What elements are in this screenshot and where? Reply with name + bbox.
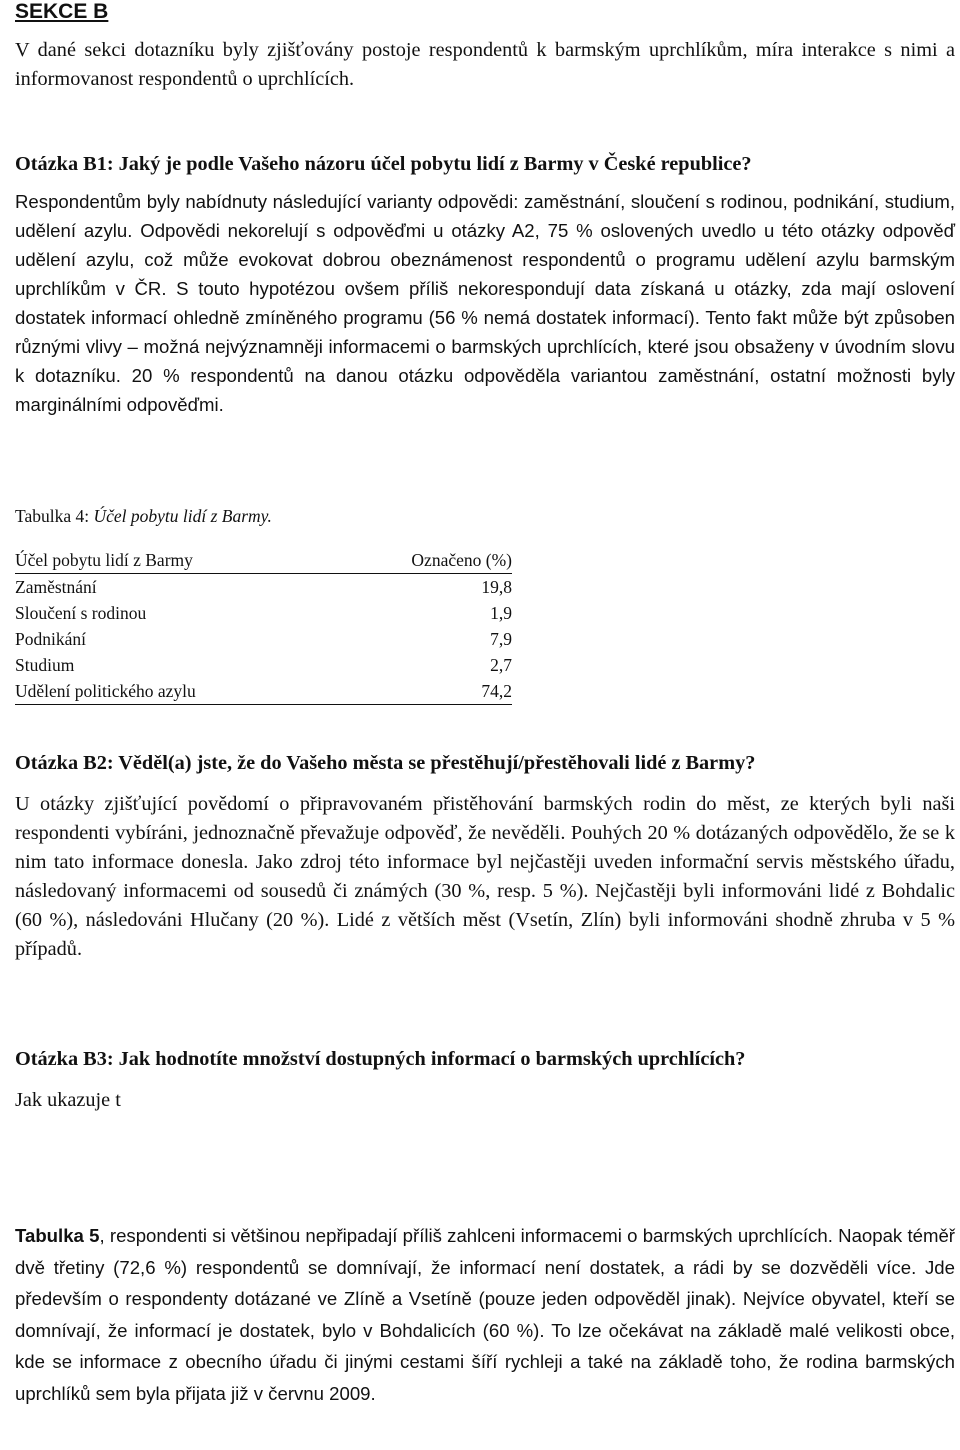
question-b2-heading: Otázka B2: Věděl(a) jste, že do Vašeho města se přestěhují/přestěhovali lidé z Barmy? — [15, 752, 756, 774]
table-4-caption — [15, 504, 272, 528]
question-b3-paragraph-text: , respondenti si většinou nepřipadají příliš zahlceni informacemi o barmských uprchlících. Naopak téměř dvě třetiny (72,6 %) respondentů se domnívají, že informací není dostatek, a rádi by se dozvěděli více. Jde především o respondenty dotázané ve Zlíně a Vsetíně (pouze jeden odpověděl jinak). Nejvíce obyvatel, kteří se domnívají, že informací je dostatek, bylo v Bohdalicích (60 %). To lze očekávat na základě malé velikosti obce, kde se informace z obecního úřadu či jinými cestami šíří rychleji a také na základě toho, že rodina barmských uprchlíků sem byla přijata již v červnu 2009. — [15, 1225, 955, 1404]
row-label: Udělení politického azylu — [15, 678, 334, 705]
intro-paragraph: V dané sekci dotazníku byly zjišťovány postoje respondentů k barmským uprchlíkům, míra interakce s nimi a informovanost respondentů o uprchlících. — [15, 39, 955, 90]
table-5-reference: Tabulka 5 — [15, 1225, 100, 1246]
table-4-caption-title: Účel pobytu lidí z Barmy. — [93, 506, 272, 526]
row-value: 2,7 — [490, 654, 512, 675]
row-value: 7,9 — [490, 628, 512, 649]
table-row — [15, 600, 512, 626]
table-header-row — [15, 547, 512, 574]
table-row — [15, 626, 512, 652]
question-b3-stub: Jak ukazuje t — [15, 1089, 121, 1111]
question-b3-paragraph — [15, 1220, 955, 1410]
row-label: Studium — [15, 654, 75, 675]
row-value: 19,8 — [481, 576, 512, 597]
column-header-purpose: Účel pobytu lidí z Barmy — [15, 547, 334, 574]
table-row — [15, 678, 512, 705]
table-row — [15, 652, 512, 678]
table-4 — [15, 547, 512, 705]
row-label: Zaměstnání — [15, 576, 97, 597]
row-value: 1,9 — [490, 602, 512, 623]
row-label: Sloučení s rodinou — [15, 602, 147, 623]
question-b3-heading: Otázka B3: Jak hodnotíte množství dostupných informací o barmských uprchlících? — [15, 1048, 746, 1070]
question-b1-paragraph: Respondentům byly nabídnuty následující varianty odpovědi: zaměstnání, sloučení s rodinou, podnikání, studium, udělení azylu. Odpovědi nekorelují s odpověďmi u otázky A2, 75 % oslovených uvedlo u této otázky odpověď udělení azylu, což může evokovat dobrou obeznámenost respondentů o programu udělení azylu barmským uprchlíkům v ČR. S touto hypotézou ovšem příliš nekorespondují data získaná u otázky, zda mají oslovení dostatek informací ohledně zmíněného programu (56 % nemá dostatek informací). Tento fakt může být způsoben různými vlivy – možná nejvýznamněji informacemi o barmských uprchlících, které jsou obsaženy v úvodním slovu k dotazníku. 20 % respondentů na danou otázku odpověděla variantou zaměstnání, ostatní možnosti byly marginálními odpověďmi. — [15, 191, 955, 415]
question-b1-heading: Otázka B1: Jaký je podle Vašeho názoru účel pobytu lidí z Barmy v České republice? — [15, 153, 752, 175]
table-row — [15, 574, 512, 601]
table-4-caption-label: Tabulka 4: — [15, 506, 94, 526]
section-title: SEKCE B — [15, 0, 109, 23]
question-b2-paragraph: U otázky zjišťující povědomí o připravovaném přistěhování barmských rodin do měst, ze kterých byli naši respondenti vybíráni, jednoznačně převažuje odpověď, že nevěděli. Pouhých 20 % dotázaných odpovědělo, že se k nim tato informace donesla. Jako zdroj této informace byl nejčastěji uveden informační servis městského úřadu, následovaný informacemi od sousedů či známých (30 %, resp. 5 %). Nejčastěji byli informováni lidé z Bohdalic (60 %), následováni Hlučany (20 %). Lidé z větších měst (Vsetín, Zlín) byli informováni shodně zhruba v 5 % případů. — [15, 793, 955, 960]
row-value: 74,2 — [334, 678, 512, 705]
column-header-percent: Označeno (%) — [334, 547, 512, 574]
row-label: Podnikání — [15, 628, 86, 649]
